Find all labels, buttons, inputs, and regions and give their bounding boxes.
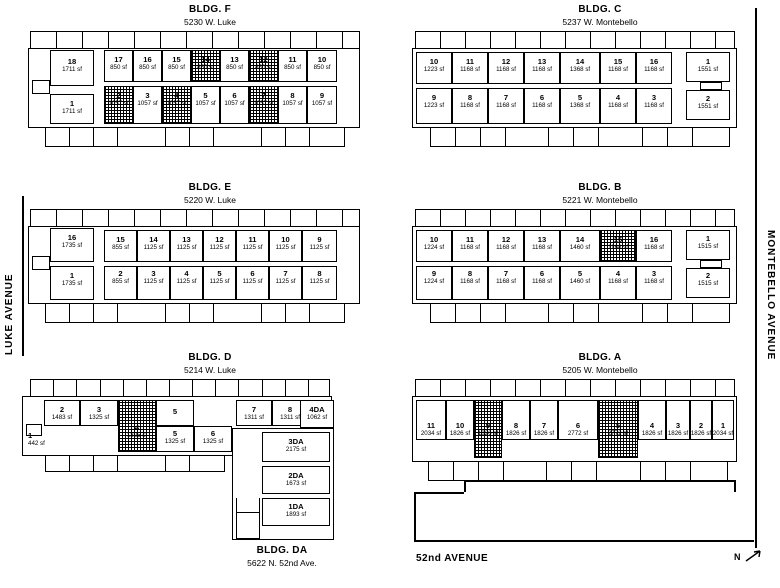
unit-a-3-number: 3 <box>675 421 681 430</box>
unit-e-13-area: 1125 sf <box>176 243 197 251</box>
unit-c-4-number: 4 <box>615 93 621 102</box>
unit-f-12-area: 850 sf <box>255 63 272 71</box>
unit-f-7-area: 1057 sf <box>253 99 274 107</box>
unit-a-7-number: 7 <box>541 421 547 430</box>
unit-d-5-number: 5 <box>172 429 178 438</box>
luke-street-edge <box>22 196 24 356</box>
unit-b-1-number: 1 <box>705 234 711 243</box>
unit-b-10-area: 1224 sf <box>423 243 445 251</box>
unit-d-6-area: 1325 sf <box>202 437 224 445</box>
unit-a-1-area: 2034 sf <box>712 429 734 437</box>
street-label-montebello-avenue: MONTEBELLO AVENUE <box>765 230 776 361</box>
unit-e-6-number: 6 <box>250 269 255 278</box>
bldg-b-parking-bottom <box>430 304 730 323</box>
unit-c-5-number: 5 <box>577 93 583 102</box>
unit-b-10-number: 10 <box>429 235 439 244</box>
unit-f-10-number: 10 <box>317 55 327 64</box>
north-arrow-icon <box>744 548 762 564</box>
bldg-a-address: 5205 W. Montebello <box>562 365 638 375</box>
unit-e-12-area: 1125 sf <box>209 243 230 251</box>
bldg-d-parking-top <box>30 379 330 397</box>
unit-b-12-number: 12 <box>501 235 511 244</box>
bldg-e-entry <box>32 256 50 270</box>
bldg-a-parking-top <box>415 379 735 397</box>
unit-a-6-area: 2772 sf <box>567 429 589 437</box>
unit-c-1-area: 1551 sf <box>697 65 719 73</box>
bldg-b-parking-top <box>415 209 735 227</box>
unit-c-13-area: 1168 sf <box>532 65 552 73</box>
unit-c-7-number: 7 <box>503 93 509 102</box>
unit-f-15-area: 850 sf <box>168 63 185 71</box>
unit-f-17-number: 17 <box>114 55 123 64</box>
unit-a-5-area: 2772 sf <box>607 429 629 437</box>
unit-b-9-number: 9 <box>431 269 437 278</box>
unit-f-18-area: 1711 sf <box>62 65 82 73</box>
unit-f-2-number: 2 <box>116 91 121 100</box>
unit-b-16-number: 16 <box>649 235 659 244</box>
unit-e-7-number: 7 <box>283 269 288 278</box>
unit-a-8-area: 1826 sf <box>505 429 527 437</box>
unit-f-15-number: 15 <box>172 55 181 64</box>
unit-e-15-area: 855 sf <box>112 243 129 251</box>
unit-a-7-area: 1826 sf <box>533 429 555 437</box>
unit-e-5-number: 5 <box>217 269 222 278</box>
unit-a-4-number: 4 <box>649 421 655 430</box>
unit-f-6-number: 6 <box>232 91 237 100</box>
unit-1da-number: 1DA <box>288 502 304 511</box>
unit-f-6-area: 1057 sf <box>224 99 245 107</box>
unit-3da-area: 2175 sf <box>285 445 307 453</box>
unit-b-15-area: 1168 sf <box>608 243 628 251</box>
unit-d-7-area: 1311 sf <box>244 413 264 421</box>
unit-c-6-area: 1168 sf <box>532 101 552 109</box>
bldg-c-parking-top <box>415 31 735 49</box>
unit-e-5-area: 1125 sf <box>209 277 230 285</box>
unit-c-14-area: 1368 sf <box>569 65 591 73</box>
unit-c-7-area: 1168 sf <box>496 101 516 109</box>
unit-2da-number: 2DA <box>288 471 304 480</box>
unit-b-4-area: 1168 sf <box>608 277 628 285</box>
unit-e-3-area: 1125 sf <box>143 277 164 285</box>
unit-c-2-area: 1551 sf <box>697 102 719 110</box>
unit-b-2-area: 1515 sf <box>697 279 719 287</box>
unit-d-3-area: 1325 sf <box>88 413 110 421</box>
unit-d-2-area: 1483 sf <box>51 413 73 421</box>
unit-d-5-area: 1325 sf <box>164 437 186 445</box>
unit-a-11-number: 11 <box>426 421 436 430</box>
unit-e-10-number: 10 <box>281 235 290 244</box>
unit-e-2-area: 855 sf <box>112 277 129 285</box>
bldg-b-address: 5221 W. Montebello <box>562 195 638 205</box>
unit-a-11-area: 2034 sf <box>420 429 442 437</box>
site-boundary-bottom <box>414 540 754 542</box>
bldg-e-parking-bottom <box>45 304 345 323</box>
bldg-f-address: 5230 W. Luke <box>184 17 236 27</box>
unit-e-11-number: 11 <box>248 235 257 244</box>
unit-e-2-number: 2 <box>118 269 123 278</box>
unit-c-16-number: 16 <box>649 57 659 66</box>
bldg-c-parking-bottom <box>430 128 730 147</box>
street-label-luke-avenue: LUKE AVENUE <box>4 273 15 355</box>
unit-e-1-area: 1735 sf <box>61 279 83 287</box>
unit-c-9-number: 9 <box>431 93 437 102</box>
bldg-d-title: BLDG. D <box>188 352 232 363</box>
unit-c-12-number: 12 <box>501 57 511 66</box>
unit-d-4-area: 1325 sf <box>126 431 148 439</box>
bldg-b-title: BLDG. B <box>578 182 622 193</box>
bldg-da-parking <box>236 498 260 539</box>
bldg-f-parking-top <box>30 31 360 49</box>
montebello-street-edge <box>755 8 757 548</box>
unit-b-14-area: 1460 sf <box>569 243 591 251</box>
unit-b-3-area: 1168 sf <box>644 277 664 285</box>
unit-f-10-area: 850 sf <box>313 63 331 71</box>
unit-b-13-area: 1168 sf <box>532 243 552 251</box>
unit-c-16-area: 1168 sf <box>644 65 664 73</box>
unit-e-7-area: 1125 sf <box>275 277 296 285</box>
unit-b-2-number: 2 <box>705 271 711 280</box>
unit-f-13-number: 13 <box>230 55 239 64</box>
unit-f-1-number: 1 <box>69 99 75 108</box>
bldg-d-address: 5214 W. Luke <box>184 365 236 375</box>
street-label-52nd-avenue: 52nd AVENUE <box>416 553 489 564</box>
unit-b-11-area: 1168 sf <box>460 243 480 251</box>
bldg-c-stair <box>700 82 722 90</box>
unit-b-8-area: 1168 sf <box>460 277 480 285</box>
unit-c-2-number: 2 <box>705 94 711 103</box>
unit-c-8-number: 8 <box>467 93 473 102</box>
unit-b-9-area: 1224 sf <box>423 277 445 285</box>
bldg-a-parking-bottom <box>428 462 728 481</box>
unit-b-5-area: 1460 sf <box>569 277 591 285</box>
unit-a-2-area: 1826 sf <box>690 429 712 437</box>
unit-e-6-area: 1125 sf <box>242 277 263 285</box>
bldg-f-title: BLDG. F <box>188 4 232 15</box>
unit-c-3-area: 1168 sf <box>644 101 664 109</box>
bldg-da-address: 5622 N. 52nd Ave. <box>247 558 317 568</box>
north-label: N <box>734 552 741 562</box>
unit-b-14-number: 14 <box>575 235 585 244</box>
site-boundary-right-a <box>734 480 736 492</box>
unit-d-2-number: 2 <box>59 405 65 414</box>
unit-e-9-area: 1125 sf <box>309 243 330 251</box>
unit-c-10-number: 10 <box>429 57 439 66</box>
bldg-c-title: BLDG. C <box>578 4 622 15</box>
unit-f-8-area: 1057 sf <box>282 99 303 107</box>
unit-3da-number: 3DA <box>288 437 304 446</box>
unit-1da-area: 1893 sf <box>285 510 307 518</box>
unit-f-12-number: 12 <box>259 55 268 64</box>
unit-b-5-number: 5 <box>577 269 583 278</box>
unit-f-13-area: 850 sf <box>226 63 243 71</box>
unit-f-18-number: 18 <box>67 57 77 66</box>
unit-d-1-area: 442 sf <box>28 439 45 447</box>
unit-e-8-number: 8 <box>317 269 322 278</box>
unit-f-11-area: 850 sf <box>284 63 301 71</box>
unit-e-11-area: 1125 sf <box>242 243 263 251</box>
bldg-b-stair <box>700 260 722 268</box>
bldg-c-address: 5237 W. Montebello <box>562 17 638 27</box>
unit-b-6-number: 6 <box>539 269 545 278</box>
unit-f-14-area: 850 sf <box>197 63 214 71</box>
unit-d-3-number: 3 <box>96 405 102 414</box>
unit-f-1-area: 1711 sf <box>62 107 82 115</box>
unit-c-8-area: 1168 sf <box>460 101 480 109</box>
unit-d-4-number: 4 <box>134 423 140 432</box>
unit-e-1-number: 1 <box>69 271 75 280</box>
unit-b-7-number: 7 <box>503 269 509 278</box>
bldg-e-title: BLDG. E <box>188 182 232 193</box>
unit-e-14-number: 14 <box>149 235 158 244</box>
bldg-e-address: 5220 W. Luke <box>184 195 236 205</box>
site-boundary-notch-top <box>464 480 734 482</box>
unit-f-7-number: 7 <box>261 91 266 100</box>
unit-e-16-number: 16 <box>67 233 77 242</box>
unit-c-15-area: 1168 sf <box>608 65 628 73</box>
unit-f-3-area: 1057 sf <box>137 99 158 107</box>
unit-a-9-number: 9 <box>485 421 491 430</box>
site-boundary-upper-a <box>414 492 464 494</box>
unit-a-5-number: 5 <box>615 421 621 430</box>
unit-b-8-number: 8 <box>467 269 473 278</box>
unit-f-16-area: 850 sf <box>139 63 156 71</box>
bldg-da-divider <box>236 512 260 513</box>
bldg-a-title: BLDG. A <box>578 352 622 363</box>
unit-e-4-number: 4 <box>184 269 189 278</box>
unit-f-5-area: 1057 sf <box>195 99 216 107</box>
bldg-d-parking-bottom <box>45 455 225 472</box>
unit-a-2-number: 2 <box>698 421 704 430</box>
unit-c-1-number: 1 <box>705 57 711 66</box>
unit-f-4-area: 1057 sf <box>166 99 187 107</box>
unit-c-11-area: 1168 sf <box>460 65 480 73</box>
unit-e-13-number: 13 <box>182 235 191 244</box>
unit-d-1-number: 1 <box>28 431 33 440</box>
unit-c-3-number: 3 <box>651 93 657 102</box>
unit-d-7-number: 7 <box>251 405 257 414</box>
unit-f-11-number: 11 <box>288 55 297 64</box>
unit-d-8-number: 8 <box>287 405 293 414</box>
unit-b-15-number: 15 <box>613 235 623 244</box>
bldg-da-title: BLDG. DA <box>256 545 308 556</box>
site-boundary-notch <box>464 480 466 492</box>
unit-f-8-number: 8 <box>290 91 295 100</box>
unit-f-14-number: 14 <box>201 55 210 64</box>
unit-c-15-number: 15 <box>613 57 623 66</box>
unit-c-13-number: 13 <box>537 57 547 66</box>
unit-c-12-area: 1168 sf <box>496 65 516 73</box>
unit-c-10-area: 1223 sf <box>423 65 445 73</box>
unit-a-4-area: 1826 sf <box>641 429 663 437</box>
unit-e-14-area: 1125 sf <box>143 243 164 251</box>
unit-e-12-number: 12 <box>215 235 224 244</box>
unit-c-6-number: 6 <box>539 93 545 102</box>
bldg-f-parking-bottom <box>45 128 345 147</box>
unit-b-4-number: 4 <box>615 269 621 278</box>
unit-a-1-number: 1 <box>720 421 726 430</box>
unit-a-10-number: 10 <box>455 421 465 430</box>
bldg-f-entry <box>32 80 50 94</box>
unit-e-16-area: 1735 sf <box>61 241 83 249</box>
unit-c-9-area: 1223 sf <box>423 101 445 109</box>
unit-e-8-area: 1125 sf <box>309 277 330 285</box>
unit-b-7-area: 1168 sf <box>496 277 516 285</box>
unit-b-12-area: 1168 sf <box>496 243 516 251</box>
unit-f-4-number: 4 <box>174 91 179 100</box>
unit-d-6-number: 6 <box>210 429 216 438</box>
unit-a-3-area: 1826 sf <box>667 429 689 437</box>
unit-c-14-number: 14 <box>575 57 585 66</box>
unit-b-6-area: 1168 sf <box>532 277 552 285</box>
unit-4da-area: 1062 sf <box>306 413 328 421</box>
unit-f-3-number: 3 <box>145 91 150 100</box>
unit-b-13-number: 13 <box>537 235 547 244</box>
unit-2da-area: 1673 sf <box>285 479 307 487</box>
unit-d-8-area: 1311 sf <box>280 413 300 421</box>
site-boundary-left-a <box>414 492 416 540</box>
unit-e-9-number: 9 <box>317 235 322 244</box>
bldg-e-parking-top <box>30 209 360 227</box>
unit-f-5-number: 5 <box>203 91 208 100</box>
unit-a-6-number: 6 <box>575 421 581 430</box>
unit-f-9-area: 1057 sf <box>311 99 333 107</box>
unit-c-5-area: 1368 sf <box>569 101 591 109</box>
unit-e-3-number: 3 <box>151 269 156 278</box>
unit-e-4-area: 1125 sf <box>176 277 197 285</box>
unit-e-10-area: 1125 sf <box>275 243 296 251</box>
unit-a-10-area: 1826 sf <box>449 429 471 437</box>
unit-a-9-area: 1826 sf <box>477 429 499 437</box>
unit-b-1-area: 1515 sf <box>697 242 719 250</box>
unit-a-8-number: 8 <box>513 421 519 430</box>
unit-e-15-number: 15 <box>116 235 125 244</box>
unit-b-3-number: 3 <box>651 269 657 278</box>
unit-b-16-area: 1168 sf <box>644 243 664 251</box>
unit-f-9-number: 9 <box>319 91 325 100</box>
unit-b-11-number: 11 <box>465 235 475 244</box>
unit-c-4-area: 1168 sf <box>608 101 628 109</box>
unit-4da-number: 4DA <box>309 405 325 414</box>
unit-d-5-upper-number: 5 <box>172 407 178 416</box>
unit-f-16-number: 16 <box>143 55 152 64</box>
unit-f-2-area: 1057 sf <box>108 99 129 107</box>
unit-c-11-number: 11 <box>465 57 475 66</box>
unit-f-17-area: 850 sf <box>110 63 127 71</box>
